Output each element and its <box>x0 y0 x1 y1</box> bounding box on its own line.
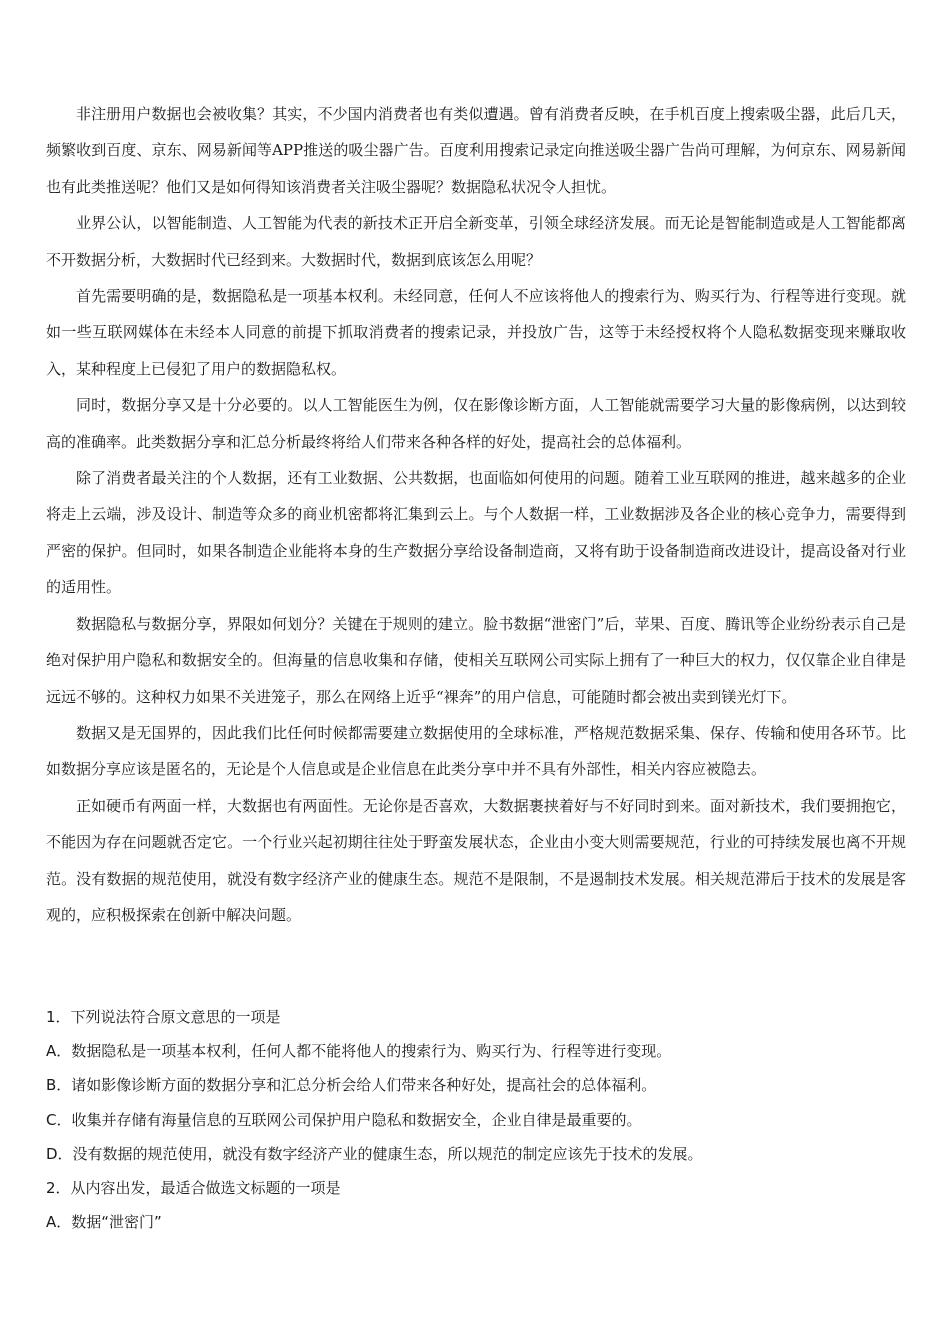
passage-paragraph: 数据隐私与数据分享，界限如何划分？关键在于规则的建立。脸书数据“泄密门”后，苹果、百度、腾讯等企业纷纷表示自己是绝对保护用户隐私和数据安全的。但海量的信息收集和存储，使相关互联网公司实际上拥有了一种巨大的权力，仅仅靠企业自律是远远不够的。这种权力如果不关进笼子，那么在网络上近乎“裸奔”的用户信息，可能随时都会被出卖到镁光灯下。 <box>46 614 906 706</box>
question-list <box>46 1000 906 1239</box>
question-1-stem: 1．下列说法符合原文意思的一项是 <box>46 1008 281 1026</box>
passage-paragraph: 非注册用户数据也会被收集？其实，不少国内消费者也有类似遭遇。曾有消费者反映，在手机百度上搜索吸尘器，此后几天，频繁收到百度、京东、网易新闻等APP推送的吸尘器广告。百度利用搜索记录定向推送吸尘器广告尚可理解，为何京东、网易新闻也有此类推送呢？他们又是如何得知该消费者关注吸尘器呢？数据隐私状况令人担忧。 <box>46 105 906 196</box>
question-2-option-a: A．数据“泄密门” <box>46 1213 162 1232</box>
question-1-option-a: A．数据隐私是一项基本权利，任何人都不能将他人的搜索行为、购买行为、行程等进行变现。 <box>46 1042 672 1061</box>
reading-passage <box>46 96 906 933</box>
passage-paragraph: 正如硬币有两面一样，大数据也有两面性。无论你是否喜欢，大数据裹挟着好与不好同时到来。面对新技术，我们要拥抱它，不能因为存在问题就否定它。一个行业兴起初期往往处于野蛮发展状态，企业由小变大则需要规范，行业的可持续发展也离不开规范。没有数据的规范使用，就没有数字经济产业的健康生态。规范不是限制，不是遏制技术发展。相关规范滞后于技术的发展是客观的，应积极探索在创新中解决问题。 <box>46 796 906 924</box>
passage-paragraph: 除了消费者最关注的个人数据，还有工业数据、公共数据，也面临如何使用的问题。随着工业互联网的推进，越来越多的企业将走上云端，涉及设计、制造等众多的商业机密都将汇集到云上。与个人数据一样，工业数据涉及各企业的核心竞争力，需要得到严密的保护。但同时，如果各制造企业能将本身的生产数据分享给设备制造商，又将有助于设备制造商改进设计，提高设备对行业的适用性。 <box>46 469 906 597</box>
passage-paragraph: 数据又是无国界的，因此我们比任何时候都需要建立数据使用的全球标准，严格规范数据采集、保存、传输和使用各环节。比如数据分享应该是匿名的，无论是个人信息或是企业信息在此类分享中并不具有外部性，相关内容应被隐去。 <box>46 723 906 779</box>
passage-paragraph: 同时，数据分享又是十分必要的。以人工智能医生为例，仅在影像诊断方面，人工智能就需要学习大量的影像病例，以达到较高的准确率。此类数据分享和汇总分析最终将给人们带来各种各样的好处，提高社会的总体福利。 <box>46 396 906 451</box>
passage-paragraph: 首先需要明确的是，数据隐私是一项基本权利。未经同意，任何人不应该将他人的搜索行为、购买行为、行程等进行变现。就如一些互联网媒体在未经本人同意的前提下抓取消费者的搜索记录，并投放广告，这等于未经授权将个人隐私数据变现来赚取收入，某种程度上已侵犯了用户的数据隐私权。 <box>46 287 906 378</box>
question-1-option-b: B．诸如影像诊断方面的数据分享和汇总分析会给人们带来各种好处，提高社会的总体福利。 <box>46 1076 657 1095</box>
question-1-option-c: C．收集并存储有海量信息的互联网公司保护用户隐私和数据安全，企业自律是最重要的。 <box>46 1110 642 1129</box>
passage-paragraph: 业界公认，以智能制造、人工智能为代表的新技术正开启全新变革，引领全球经济发展。而无论是智能制造或是人工智能都离不开数据分析，大数据时代已经到来。大数据时代，数据到底该怎么用呢？ <box>46 214 906 269</box>
question-1-option-d: D．没有数据的规范使用，就没有数字经济产业的健康生态，所以规范的制定应该先于技术的发展。 <box>46 1144 703 1163</box>
question-2-stem: 2．从内容出发，最适合做选文标题的一项是 <box>46 1179 341 1198</box>
